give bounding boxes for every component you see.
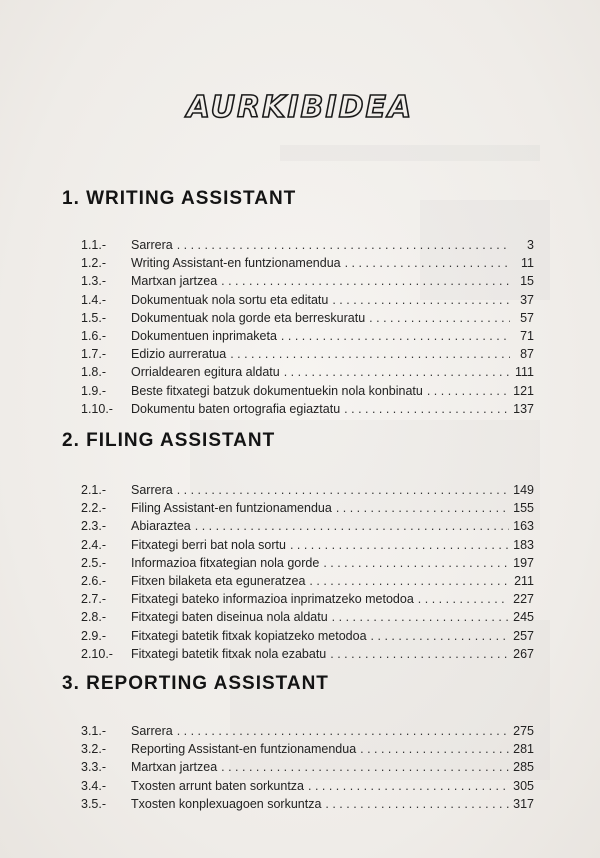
entry-page: 281 — [513, 742, 534, 757]
entry-page: 285 — [513, 760, 534, 775]
entry-title: Sarrera — [131, 238, 173, 252]
entry-number: 1.5.- — [81, 310, 107, 325]
dot-leader — [325, 795, 509, 813]
entry-page: 137 — [513, 401, 534, 416]
entry-number: 2.1.- — [81, 483, 107, 497]
entry-page: 57 — [520, 310, 534, 325]
dot-leader — [369, 309, 510, 327]
entry-number: 1.9.- — [81, 383, 107, 398]
entry-page: 317 — [513, 796, 534, 811]
entry-page: 15 — [520, 274, 534, 289]
entry-page: 183 — [513, 537, 534, 552]
entry-title: Filing Assistant-en funtzionamendua — [131, 501, 332, 516]
entry-number: 2.5.- — [81, 555, 107, 570]
dot-leader — [177, 722, 509, 740]
entry-page: 87 — [520, 347, 534, 362]
toc-entry — [81, 777, 534, 795]
toc-entry — [81, 363, 534, 381]
entry-page: 121 — [513, 383, 534, 398]
dot-leader — [281, 327, 510, 345]
toc-entry — [81, 572, 534, 590]
entry-title: Fitxategi batetik fitxak kopiatzeko metodoa — [131, 628, 367, 643]
entry-title: Abiaraztea — [131, 519, 191, 534]
entry-page: 71 — [520, 328, 534, 343]
dot-leader — [284, 363, 510, 381]
section-heading-filing-assistant: 2. FILING ASSISTANT — [62, 430, 276, 451]
entry-title: Sarrera — [131, 483, 173, 497]
entry-title: Martxan jartzea — [131, 760, 218, 775]
entry-page: 163 — [513, 519, 534, 534]
entry-page: 37 — [520, 292, 534, 307]
dot-leader — [332, 291, 510, 309]
dot-leader — [345, 254, 510, 272]
toc-entry — [81, 327, 534, 345]
entry-page: 3 — [527, 238, 534, 252]
toc-entry — [81, 382, 534, 400]
toc-entry — [81, 345, 534, 363]
entry-title: Sarrera — [131, 724, 173, 738]
entry-page: 227 — [513, 592, 534, 607]
entry-number: 2.9.- — [81, 628, 107, 643]
entry-page: 257 — [513, 628, 534, 643]
entry-number: 1.8.- — [81, 365, 107, 380]
entry-number: 3.1.- — [81, 724, 107, 738]
dot-leader — [195, 517, 509, 535]
toc-entry — [81, 400, 534, 418]
dot-leader — [230, 345, 510, 363]
section-heading-reporting-assistant: 3. REPORTING ASSISTANT — [62, 673, 329, 694]
toc-entry — [81, 645, 534, 663]
dot-leader — [330, 645, 509, 663]
entry-title: Dokumentuak nola gorde eta berreskuratu — [131, 310, 366, 325]
dot-leader — [290, 536, 509, 554]
entry-page: 305 — [513, 778, 534, 793]
toc-entry — [81, 272, 534, 290]
entry-number: 2.7.- — [81, 592, 107, 607]
entry-title: Informazioa fitxategian nola gorde — [131, 555, 320, 570]
entry-number: 3.3.- — [81, 760, 107, 775]
entry-number: 2.4.- — [81, 537, 107, 552]
entry-title: Writing Assistant-en funtzionamendua — [131, 256, 341, 271]
entry-title: Martxan jartzea — [131, 274, 218, 289]
entry-number: 1.10.- — [81, 401, 113, 416]
entry-number: 1.1.- — [81, 238, 107, 252]
toc-entry — [81, 517, 534, 535]
dot-leader — [344, 400, 509, 418]
dot-leader — [308, 777, 509, 795]
toc-entry — [81, 499, 534, 517]
entry-page: 149 — [513, 483, 534, 497]
entry-title: Reporting Assistant-en funtzionamendua — [131, 742, 357, 757]
toc-entry — [81, 291, 534, 309]
dot-leader — [323, 554, 509, 572]
entry-page: 267 — [513, 646, 534, 661]
entry-title: Fitxategi batetik fitxak nola ezabatu — [131, 646, 327, 661]
entry-number: 1.7.- — [81, 347, 107, 362]
entry-title: Fitxategi bateko informazioa inprimatzeko metodoa — [131, 592, 414, 607]
entry-title: Fitxategi berri bat nola sortu — [131, 537, 286, 552]
entry-number: 2.10.- — [81, 646, 113, 661]
entry-page: 155 — [513, 501, 534, 516]
dot-leader — [177, 236, 510, 254]
entry-title: Dokumentuak nola sortu eta editatu — [131, 292, 329, 307]
entry-number: 3.4.- — [81, 778, 107, 793]
toc-entry — [81, 740, 534, 758]
entry-title: Dokumentuen inprimaketa — [131, 328, 277, 343]
page-title: AURKIBIDEA — [186, 90, 414, 125]
entry-page: 211 — [514, 573, 534, 588]
toc-entry — [81, 236, 534, 254]
entries-filing-assistant — [81, 481, 534, 663]
entry-number: 1.4.- — [81, 292, 107, 307]
entry-title: Fitxen bilaketa eta eguneratzea — [131, 573, 306, 588]
dot-leader — [427, 382, 509, 400]
entry-page: 275 — [513, 724, 534, 738]
entry-title: Beste fitxategi batzuk dokumentuekin nola konbinatu — [131, 383, 423, 398]
toc-entry — [81, 481, 534, 499]
toc-entry — [81, 554, 534, 572]
dot-leader — [418, 590, 509, 608]
entry-number: 2.6.- — [81, 573, 107, 588]
entry-title: Dokumentu baten ortografia egiaztatu — [131, 401, 341, 416]
entry-number: 1.3.- — [81, 274, 107, 289]
entry-title: Orrialdearen egitura aldatu — [131, 365, 280, 380]
entry-page: 111 — [514, 365, 534, 380]
toc-entry — [81, 608, 534, 626]
toc-entry — [81, 590, 534, 608]
entry-number: 1.2.- — [81, 256, 107, 271]
entry-number: 1.6.- — [81, 328, 107, 343]
entry-page: 197 — [513, 555, 534, 570]
dot-leader — [332, 608, 509, 626]
dot-leader — [221, 758, 509, 776]
toc-entry — [81, 722, 534, 740]
toc-entry — [81, 309, 534, 327]
toc-entry — [81, 758, 534, 776]
entry-title: Fitxategi baten diseinua nola aldatu — [131, 610, 328, 625]
entry-title: Txosten konplexuagoen sorkuntza — [131, 796, 322, 811]
entry-number: 2.2.- — [81, 501, 107, 516]
entries-reporting-assistant — [81, 722, 534, 813]
entry-title: Txosten arrunt baten sorkuntza — [131, 778, 305, 793]
entry-title: Edizio aurreratua — [131, 347, 227, 362]
dot-leader — [221, 272, 510, 290]
entry-number: 2.8.- — [81, 610, 107, 625]
dot-leader — [336, 499, 509, 517]
section-heading-writing-assistant: 1. WRITING ASSISTANT — [62, 188, 297, 209]
entries-writing-assistant — [81, 236, 534, 418]
dot-leader — [177, 481, 509, 499]
toc-entry — [81, 536, 534, 554]
dot-leader — [360, 740, 509, 758]
toc-entry — [81, 795, 534, 813]
entry-page: 245 — [513, 610, 534, 625]
dot-leader — [371, 627, 510, 645]
toc-entry — [81, 254, 534, 272]
entry-number: 3.5.- — [81, 796, 107, 811]
bleed-through-block — [280, 145, 540, 161]
dot-leader — [309, 572, 510, 590]
entry-page: 11 — [521, 256, 534, 271]
toc-entry — [81, 627, 534, 645]
entry-number: 2.3.- — [81, 519, 107, 534]
entry-number: 3.2.- — [81, 742, 107, 757]
